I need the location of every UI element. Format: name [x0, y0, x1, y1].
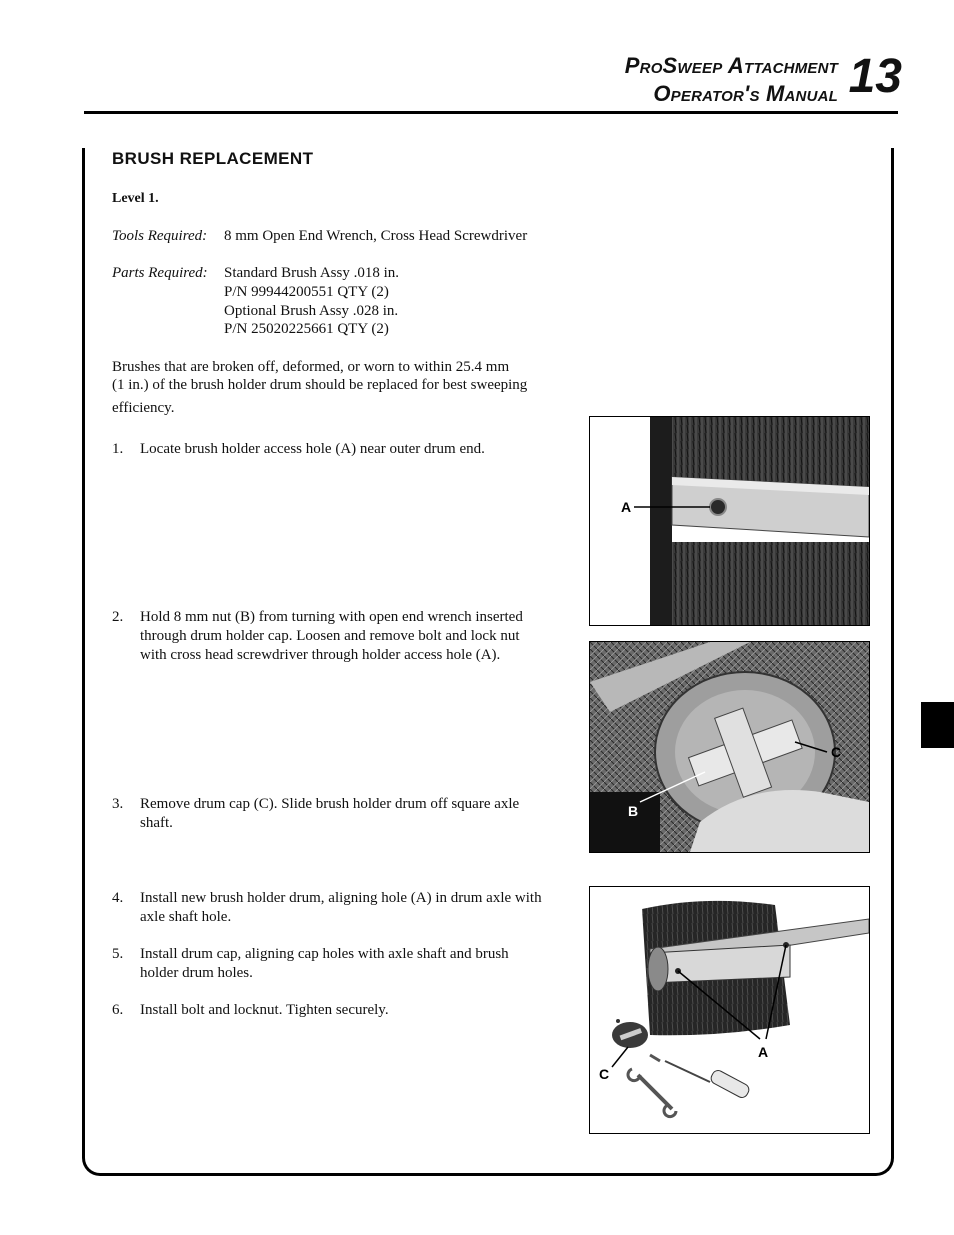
step-text: Remove drum cap (C). Slide brush holder drum off square axle	[140, 796, 520, 812]
parts-line: P/N 99944200551 QTY (2)	[224, 284, 389, 300]
step-number: 1.	[112, 441, 124, 457]
step-text: axle shaft hole.	[140, 909, 232, 925]
intro-line: (1 in.) of the brush holder drum should be replaced for best sweeping	[112, 377, 528, 393]
step-number: 2.	[112, 609, 124, 625]
manual-title-line1: ProSweep Attachment	[624, 53, 838, 78]
step-number: 6.	[112, 1002, 124, 1018]
parts-line: Standard Brush Assy .018 in.	[224, 265, 400, 281]
manual-title-line2: Operator's Manual	[653, 81, 838, 106]
step-text: Install new brush holder drum, aligning hole (A) in drum axle with	[140, 890, 542, 906]
figure-label: A	[758, 1044, 769, 1060]
tools-label: Tools Required:	[112, 228, 208, 244]
page-number: 13	[848, 50, 902, 103]
step-text: Hold 8 mm nut (B) from turning with open end wrench inserted	[140, 609, 523, 625]
step-text: Locate brush holder access hole (A) near outer drum end.	[140, 441, 485, 457]
manual-title	[625, 52, 838, 108]
step-text: holder drum holes.	[140, 965, 253, 981]
step-text: Install bolt and locknut. Tighten securely.	[140, 1002, 389, 1018]
step-number: 4.	[112, 890, 124, 906]
section-tab	[921, 702, 954, 748]
step-text: with cross head screwdriver through holder access hole (A).	[140, 647, 501, 663]
section-title: BRUSH REPLACEMENT	[112, 149, 314, 168]
parts-line: Optional Brush Assy .028 in.	[224, 303, 399, 319]
step-text: shaft.	[140, 815, 173, 831]
figure-label: C	[831, 744, 842, 760]
step-text: through drum holder cap. Loosen and remove bolt and lock nut	[140, 628, 520, 644]
parts-label: Parts Required:	[112, 265, 208, 281]
figure-label: C	[599, 1066, 610, 1082]
intro-line: efficiency.	[112, 400, 175, 416]
level-label: Level 1.	[112, 191, 159, 206]
step-number: 5.	[112, 946, 124, 962]
parts-line: P/N 25020225661 QTY (2)	[224, 321, 389, 337]
figure-access-hole	[589, 416, 870, 626]
intro-line: Brushes that are broken off, deformed, or worn to within 25.4 mm	[112, 359, 510, 375]
figure-label: A	[621, 499, 632, 515]
header-rule	[84, 111, 898, 114]
figure-exploded-view	[589, 886, 870, 1134]
step-number: 3.	[112, 796, 124, 812]
tools-value: 8 mm Open End Wrench, Cross Head Screwdriver	[224, 228, 528, 244]
figure-label: B	[628, 803, 639, 819]
step-text: Install drum cap, aligning cap holes with axle shaft and brush	[140, 946, 509, 962]
figure-drum-cap	[589, 641, 870, 853]
